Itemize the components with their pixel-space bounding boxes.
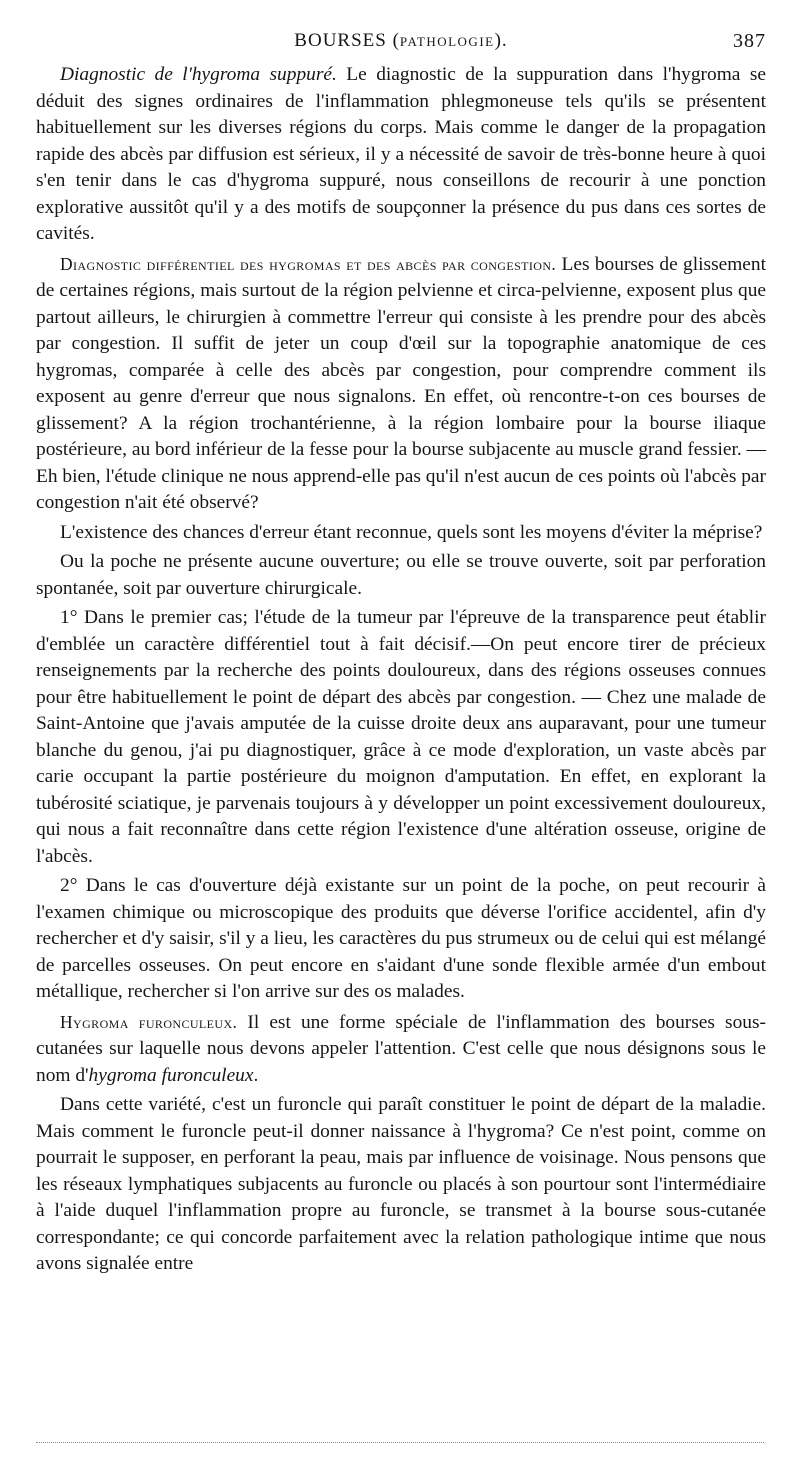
paragraph-second-cas: 2° Dans le cas d'ouverture déjà existante sur un point de la poche, on peut recourir à l'examen chimique ou microscopique des produits que déverse l'orifice accidentel, afin d'y rechercher et d'y saisir, s'il y a lieu, les caractères du pus strumeux ou de celui qui est mélangé de parcelles osseuses. On peut encore en s'aidant d'une sonde flexible armée d'un embout métallique, rechercher si l'on arrive sur des os malades.: [36, 875, 766, 1002]
running-title-main: BOURSES (: [294, 30, 400, 51]
page-number: 387: [733, 30, 766, 52]
paragraph-diagnostic-differentiel: [36, 251, 766, 517]
paragraph-term: hygroma furonculeux: [88, 1064, 254, 1086]
paragraph-text: Le diagnostic de la suppuration dans l'hygroma se déduit des signes ordinaires de l'inflammation phlegmoneuse tels qu'ils se présentent habituellement sur les diverses régions du corps. Mais comme le danger de la propagation rapide des abcès par diffusion est sérieux, il y a nécessité de savoir de très-bonne heure à quoi s'en tenir dans le cas d'hygroma suppuré, nous conseillons de recourir à une ponction explorative aussitôt qu'il y a des motifs de soupçonner la présence du pus dans ces sortes de cavités.: [36, 64, 766, 244]
section-heading: Diagnostic différentiel des hygromas et des abcès par congestion.: [60, 253, 557, 274]
page-body: [36, 62, 766, 1278]
paragraph-hygroma-furonculeux: [36, 1009, 766, 1090]
paragraph-text: Il est une forme spéciale de l'inflammation des bourses sous-cutanées sur laquelle nous devons appeler l'attention. C'est celle que nous désignons sous le nom d': [36, 1011, 766, 1086]
running-header: [36, 30, 766, 56]
section-heading: Hygroma furonculeux.: [60, 1011, 238, 1032]
section-heading: Diagnostic de l'hygroma suppuré.: [60, 64, 337, 85]
paragraph-existence-erreur: L'existence des chances d'erreur étant reconnue, quels sont les moyens d'éviter la méprise?: [60, 521, 763, 543]
paragraph-text: Les bourses de glissement de certaines régions, mais surtout de la région pelvienne et circa-pelvienne, exposent plus que partout ailleurs, le chirurgien à commettre l'erreur qui consiste à les prendre pour des abcès par congestion. Il suffit de jeter un coup d'œil sur la topographie anatomique de ces hygromas, comparée à celle des abcès par congestion, pour comprendre comment ils exposent au genre d'erreur que nous signalons. En effet, où rencontre-t-on ces bourses de glissement? A la région trochantérienne, à la région lombaire pour la bourse iliaque postérieure, au bord inférieur de la fesse pour la bourse subjacente au muscle grand fessier. — Eh bien, l'étude clinique ne nous apprend-elle pas qu'il n'est aucun de ces points où l'abcès par congestion n'ait été observé?: [36, 253, 766, 513]
paragraph-poche-ouverture: Ou la poche ne présente aucune ouverture; ou elle se trouve ouverte, soit par perforation spontanée, soit par ouverture chirurgicale.: [36, 551, 766, 599]
running-title: [36, 30, 766, 52]
paragraph-hygroma-suppure: [36, 62, 766, 248]
paragraph-variete: Dans cette variété, c'est un furoncle qui paraît constituer le point de départ de la maladie. Mais comment le furoncle peut-il donner naissance à l'hygroma? Ce n'est point, comme on pourrait le supposer, en perforant la peau, mais par influence de voisinage. Nous pensons que les réseaux lymphatiques subjacents au furoncle ou placés à son pourtour sont l'intermédiaire à l'aide duquel l'inflammation propre au furoncle, se transmet à la bourse sous-cutanée correspondante; ce qui concorde parfaitement avec la relation pathologique intime que nous avons signalée entre: [36, 1094, 766, 1274]
paragraph-premier-cas: 1° Dans le premier cas; l'étude de la tumeur par l'épreuve de la transparence peut établir d'emblée un caractère différentiel tout à fait décisif.—On peut encore tirer de précieux renseignements par la recherche des points douloureux, dans des régions osseuses connues pour être habituellement le point de départ des abcès par congestion. — Chez une malade de Saint-Antoine que j'avais amputée de la cuisse droite deux ans auparavant, pour une tumeur blanche du genou, j'ai pu diagnostiquer, grâce à ce mode d'exploration, un vaste abcès par carie occupant la partie postérieure du moignon d'amputation. En effet, en explorant la tubérosité sciatique, je parvenais toujours à y développer un point excessivement douloureux, qui nous a fait reconnaître dans cette région l'existence d'une altération osseuse, origine de l'abcès.: [36, 607, 766, 867]
paragraph-end: .: [253, 1064, 259, 1086]
footer-dotted-rule: [36, 1442, 764, 1443]
running-title-sub: PATHOLOGIE: [399, 34, 495, 49]
running-title-close: ).: [494, 30, 508, 51]
